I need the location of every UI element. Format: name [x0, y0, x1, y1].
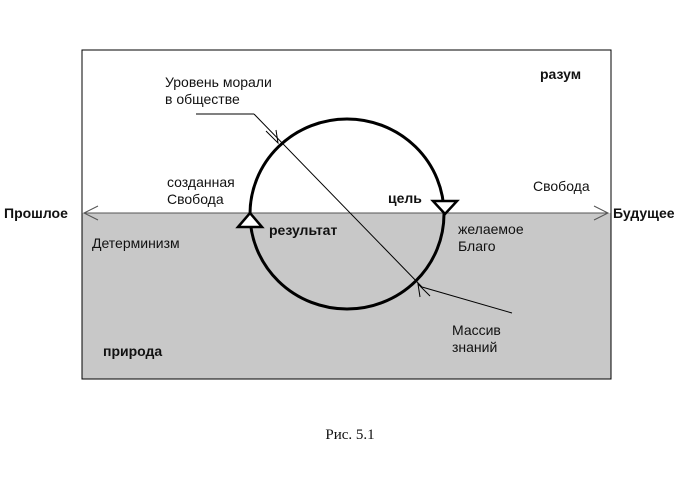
label-goal: цель — [388, 190, 422, 206]
label-determinism: Детерминизм — [92, 235, 180, 251]
label-desired-good: желаемое Благо — [458, 221, 524, 254]
label-knowledge-mass: Массив знаний — [452, 322, 501, 355]
label-created-freedom: созданная Свобода — [167, 174, 235, 207]
label-future: Будущее — [613, 205, 675, 221]
label-reason: разум — [540, 66, 582, 82]
label-nature: природа — [103, 343, 163, 359]
label-result: результат — [269, 222, 338, 238]
label-morality-level: Уровень морали в обществе — [165, 74, 272, 107]
label-past: Прошлое — [4, 205, 68, 221]
figure-caption: Рис. 5.1 — [325, 427, 375, 443]
label-freedom: Свобода — [533, 178, 590, 194]
goal-triangle-marker — [433, 201, 457, 214]
